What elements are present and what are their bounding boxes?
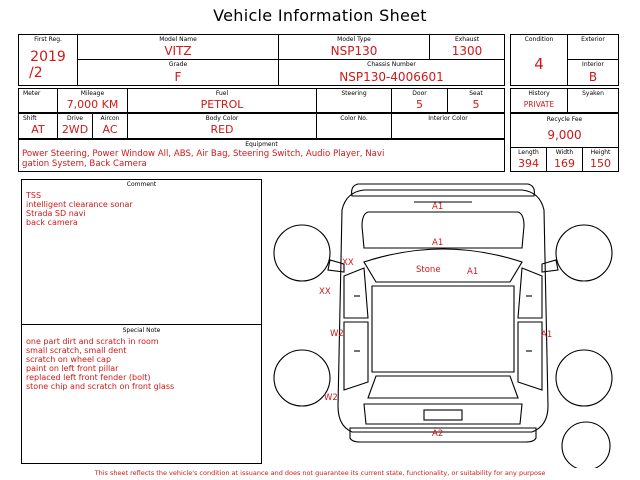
body-color-cell xyxy=(127,113,317,139)
special-note-line: one part dirt and scratch in room xyxy=(26,337,159,346)
tailgate xyxy=(364,404,522,424)
condition-value: 4 xyxy=(534,55,544,73)
door-value: 5 xyxy=(416,98,423,111)
mark-top: A1 xyxy=(432,202,444,212)
interior-label: Interior xyxy=(582,61,604,68)
comment-box xyxy=(21,179,262,325)
mark-glass-stone: Stone xyxy=(416,265,441,275)
mark-left-xx2: XX xyxy=(319,287,331,297)
syaken-cell xyxy=(567,88,619,113)
model-type-value: NSP130 xyxy=(330,44,378,58)
mark-hood: A1 xyxy=(432,238,444,248)
left-rear-door xyxy=(344,322,368,390)
aircon-value: AC xyxy=(102,123,118,136)
height-label: Height xyxy=(590,149,611,156)
model-type-cell xyxy=(278,34,430,60)
exhaust-label: Exhaust xyxy=(454,36,480,43)
comment-line: back camera xyxy=(26,218,78,227)
shift-label: Shift xyxy=(23,115,37,122)
chassis-label: Chassis Number xyxy=(367,61,416,68)
door-label: Door xyxy=(412,90,427,97)
first-reg-year: 2019 xyxy=(30,49,66,65)
interior-color-cell xyxy=(391,113,505,139)
mark-right-a1: A1 xyxy=(541,330,553,340)
fuel-cell xyxy=(127,88,317,113)
chassis-value: NSP130-4006601 xyxy=(339,70,444,84)
equipment-cell xyxy=(18,139,505,172)
drive-value: 2WD xyxy=(61,123,89,136)
history-value: PRIVATE xyxy=(523,100,555,109)
sheet-title: Vehicle Information Sheet xyxy=(213,6,427,25)
shift-cell xyxy=(18,113,58,139)
steering-label: Steering xyxy=(341,90,367,97)
windshield xyxy=(364,249,522,282)
right-rear-door xyxy=(518,322,542,390)
mark-bottom: A2 xyxy=(432,429,444,439)
drive-cell xyxy=(57,113,93,139)
special-note-label: Special Note xyxy=(122,327,161,334)
seat-cell xyxy=(447,88,505,113)
comment-label: Comment xyxy=(126,181,157,188)
spare-wheel xyxy=(562,422,610,468)
exterior-cell xyxy=(567,34,619,60)
exhaust-cell xyxy=(429,34,505,60)
interior-color-label: Interior Color xyxy=(428,115,468,122)
comment-line: TSS xyxy=(26,191,42,200)
fuel-value: PETROL xyxy=(200,98,244,111)
front-right-wheel xyxy=(556,225,612,281)
vehicle-damage-diagram xyxy=(264,176,624,468)
color-no-cell xyxy=(316,113,392,139)
rear-right-wheel xyxy=(556,350,612,406)
condition-label: Condition xyxy=(524,36,554,43)
meter-cell xyxy=(18,88,58,113)
interior-value: B xyxy=(588,70,598,84)
aircon-label: Aircon xyxy=(100,115,120,122)
door-cell xyxy=(391,88,448,113)
equipment-line-1: Power Steering, Power Window All, ABS, Air Bag, Steering Switch, Audio Player, Navi xyxy=(22,149,385,159)
steering-cell xyxy=(316,88,392,113)
special-note-line: scratch on wheel cap xyxy=(26,355,112,364)
history-label: History xyxy=(528,90,550,97)
special-note-line: paint on left front pillar xyxy=(26,364,119,373)
seat-label: Seat xyxy=(469,90,483,97)
first-reg-cell xyxy=(18,34,78,86)
interior-cell xyxy=(567,59,619,86)
grade-label: Grade xyxy=(168,61,188,68)
aircon-cell xyxy=(92,113,128,139)
width-label: Width xyxy=(555,149,574,156)
drive-label: Drive xyxy=(67,115,83,122)
exhaust-value: 1300 xyxy=(451,44,483,58)
left-front-door xyxy=(344,268,368,318)
length-label: Length xyxy=(518,149,539,156)
special-note-box xyxy=(21,324,262,464)
roof xyxy=(372,286,514,372)
mark-left-xx1: XX xyxy=(342,258,354,268)
equipment-label: Equipment xyxy=(245,141,278,148)
body-color-value: RED xyxy=(210,123,234,136)
height-cell xyxy=(582,147,619,172)
comment-line: Strada SD navi xyxy=(26,209,86,218)
disclaimer-footer: This sheet reflects the vehicle's condition at issuance and does not guarantee its current state, functionality, or suitability for any purpose xyxy=(94,469,546,477)
width-value: 169 xyxy=(554,157,575,170)
right-front-door xyxy=(518,268,542,318)
color-no-label: Color No. xyxy=(340,115,368,122)
seat-value: 5 xyxy=(472,98,480,111)
equipment-line-2: gation System, Back Camera xyxy=(22,159,147,169)
recycle-fee-cell xyxy=(510,113,619,148)
mileage-label: Mileage xyxy=(80,90,105,97)
model-name-label: Model Name xyxy=(159,36,197,43)
recycle-fee-value: 9,000 xyxy=(547,128,582,142)
mark-left-w2: W2 xyxy=(330,329,344,339)
length-cell xyxy=(510,147,547,172)
first-reg-label: First Reg. xyxy=(34,36,62,43)
right-mirror xyxy=(542,260,558,272)
recycle-fee-label: Recycle Fee xyxy=(546,116,583,123)
rear-left-wheel xyxy=(274,350,330,406)
special-note-line: stone chip and scratch on front glass xyxy=(26,382,175,391)
history-cell xyxy=(510,88,568,113)
width-cell xyxy=(546,147,583,172)
chassis-cell xyxy=(278,59,505,86)
special-note-line: small scratch, small dent xyxy=(26,346,127,355)
meter-label: Meter xyxy=(23,90,41,97)
mark-left-rear-w2: W2 xyxy=(324,393,338,403)
condition-cell xyxy=(510,34,568,86)
body-color-label: Body Color xyxy=(205,115,239,122)
model-name-cell xyxy=(77,34,279,60)
mileage-value: 7,000 KM xyxy=(66,98,119,111)
model-name-value: VITZ xyxy=(164,44,192,58)
grade-cell xyxy=(77,59,279,86)
front-left-wheel xyxy=(274,225,330,281)
first-reg-month: /2 xyxy=(29,65,43,81)
special-note-line: replaced left front fender (bolt) xyxy=(26,373,151,382)
mileage-cell xyxy=(57,88,128,113)
height-value: 150 xyxy=(590,157,611,170)
shift-value: AT xyxy=(31,123,45,136)
grade-value: F xyxy=(174,70,182,84)
exterior-label: Exterior xyxy=(581,36,605,43)
comment-line: intelligent clearance sonar xyxy=(26,200,133,209)
length-value: 394 xyxy=(518,157,539,170)
rear-glass xyxy=(368,376,518,398)
syaken-label: Syaken xyxy=(582,90,604,97)
fuel-label: Fuel xyxy=(215,90,229,97)
mark-glass-a1: A1 xyxy=(467,267,479,277)
car-body-outline xyxy=(338,190,548,432)
model-type-label: Model Type xyxy=(337,36,371,43)
